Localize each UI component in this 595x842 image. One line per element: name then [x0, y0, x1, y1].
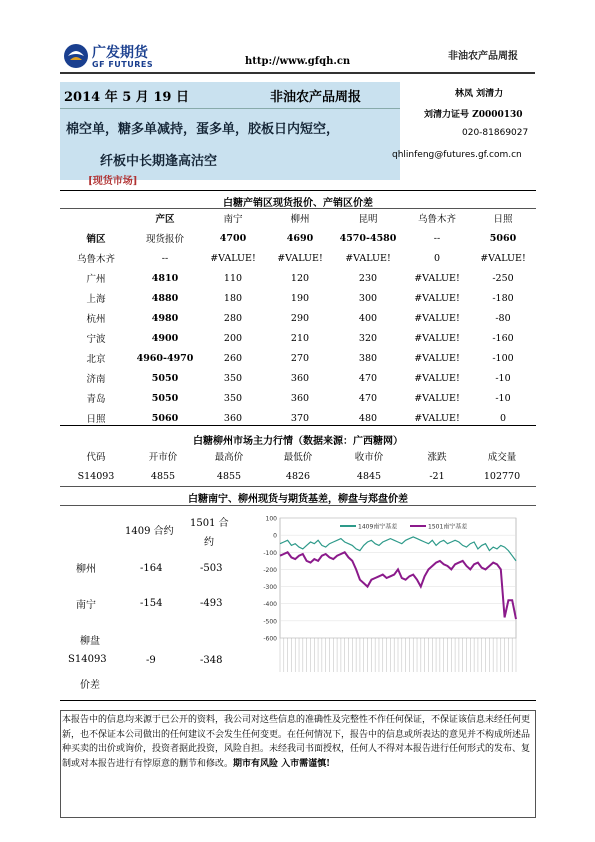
table-cell: 青岛 [86, 394, 106, 405]
table-cell: 4810 [151, 272, 179, 284]
table-row [62, 348, 534, 368]
section-tag-spot: [现货市场] [88, 176, 138, 187]
table-cell: 最低价 [283, 452, 313, 463]
table-cell: #VALUE! [414, 332, 460, 344]
table-cell: 400 [358, 312, 378, 324]
table-cell: 4880 [151, 292, 179, 304]
table-cell [62, 208, 130, 228]
table-cell: #VALUE! [414, 312, 460, 324]
y-tick-label: -300 [263, 584, 277, 592]
table-cell: #VALUE! [210, 252, 256, 264]
table-cell: 102770 [483, 470, 521, 482]
table-cell: -160 [492, 332, 514, 344]
table-cell: #VALUE! [277, 252, 323, 264]
spread-label-b: S14093 [68, 654, 107, 665]
basis-value: -154 [140, 598, 163, 609]
table-cell: 上海 [86, 294, 106, 305]
table-cell: -- [433, 232, 441, 244]
table-cell: 350 [223, 372, 243, 384]
table-row [62, 288, 534, 308]
table-cell: 宁波 [86, 334, 106, 345]
table-header-row [62, 208, 534, 228]
headline-line-2: 纤板中长期逢高沽空 [100, 154, 218, 169]
risk-warning: 期市有风险 入市需谨慎! [233, 758, 331, 769]
basis-row-label: 柳州 [76, 564, 96, 575]
table-cell: 最高价 [214, 452, 244, 463]
table-cell: 4690 [286, 232, 314, 244]
y-tick-label: 0 [273, 532, 277, 540]
table-cell: #VALUE! [414, 412, 460, 424]
basis-col2-header-b: 约 [204, 537, 214, 548]
basis-value: -164 [140, 563, 163, 574]
contact-email[interactable]: qhlinfeng@futures.gf.com.cn [392, 150, 522, 160]
table-row [62, 388, 534, 408]
table-cell: 300 [358, 292, 378, 304]
y-tick-label: 100 [265, 515, 277, 523]
report-name: 非油农产品周报 [270, 90, 362, 105]
table-cell: 产区 [155, 214, 175, 225]
table-cell: 销区 [86, 234, 106, 245]
table-row [62, 268, 534, 288]
basis-value: -493 [200, 598, 223, 609]
table-cell: 4845 [356, 470, 382, 482]
table-cell: 成交量 [487, 452, 517, 463]
legend-label: 1501南宁基差 [428, 523, 468, 531]
header-report-type: 非油农产品周报 [448, 51, 518, 62]
authors: 林凤 刘清力 [455, 89, 504, 99]
table-cell: 370 [290, 412, 310, 424]
table-cell: 470 [358, 392, 378, 404]
table-cell: 代码 [86, 452, 106, 463]
table-cell: 350 [223, 392, 243, 404]
table-cell: #VALUE! [414, 272, 460, 284]
table-cell: 0 [499, 412, 507, 424]
headline-line-1: 棉空单，糖多单减持，蛋多单，胶板日内短空， [66, 122, 340, 137]
table-cell: 杭州 [86, 314, 106, 325]
table-cell: -250 [492, 272, 514, 284]
table-row [62, 368, 534, 388]
table-cell: -10 [495, 392, 511, 404]
table-cell: #VALUE! [414, 392, 460, 404]
table-cell: 日照 [493, 214, 513, 225]
table-cell: 5060 [151, 412, 179, 424]
spread-value: -348 [200, 655, 223, 666]
disclaimer-text [62, 713, 534, 771]
table-row [62, 248, 534, 268]
basis-row-label: 南宁 [76, 600, 96, 611]
table-cell: 470 [358, 372, 378, 384]
table-row [62, 328, 534, 348]
analyst-certificate: 刘清力证号 Z0000130 [424, 110, 523, 120]
table-cell: 开市价 [148, 452, 178, 463]
table-cell: 180 [223, 292, 243, 304]
table-cell: 4960-4970 [136, 352, 194, 364]
table-row [62, 228, 534, 248]
website-link[interactable]: http://www.gfqh.cn [245, 56, 351, 67]
logo-icon [62, 42, 90, 70]
table-cell: 290 [290, 312, 310, 324]
table-cell: 270 [290, 352, 310, 364]
table-cell: 0 [433, 252, 441, 264]
table-cell: 柳州 [290, 214, 310, 225]
table-cell: 乌鲁木齐 [76, 254, 115, 265]
table-cell: 4855 [150, 470, 176, 482]
y-tick-label: -100 [263, 549, 277, 557]
table-cell: 收市价 [354, 452, 384, 463]
table-cell: 260 [223, 352, 243, 364]
table-cell: 200 [223, 332, 243, 344]
contact-phone: 020-81869027 [462, 128, 529, 138]
table-cell: 5050 [151, 372, 179, 384]
table-row [62, 466, 534, 486]
title-divider [60, 108, 400, 109]
y-tick-label: -400 [263, 601, 277, 609]
table-cell: -100 [492, 352, 514, 364]
table-cell: 5050 [151, 392, 179, 404]
logo-text-en: GF FUTURES [92, 60, 154, 69]
table-cell: #VALUE! [414, 292, 460, 304]
y-tick-label: -600 [263, 635, 277, 643]
table-cell: 4826 [285, 470, 311, 482]
company-logo [62, 38, 162, 72]
table-cell: 480 [358, 412, 378, 424]
table2-title: 白糖柳州市场主力行情（数据来源：广西糖网） [193, 436, 403, 447]
basis-col1-header: 1409 合约 [125, 526, 174, 537]
table-cell: -- [161, 252, 169, 264]
table-cell: 230 [358, 272, 378, 284]
table-cell: 乌鲁木齐 [417, 214, 456, 225]
table-cell: 120 [290, 272, 310, 284]
table-cell: 昆明 [358, 214, 378, 225]
table-cell: -80 [495, 312, 511, 324]
y-tick-label: -200 [263, 566, 277, 574]
table-cell: 日照 [86, 414, 106, 425]
table1-title: 白糖产销区现货报价、产销区价差 [223, 198, 373, 209]
table-cell: 北京 [86, 354, 106, 365]
table-cell: S14093 [77, 470, 115, 482]
table-header-row [62, 446, 534, 466]
table-cell: #VALUE! [414, 372, 460, 384]
table-cell: -21 [429, 470, 445, 482]
header-divider [60, 72, 535, 74]
table-cell: 280 [223, 312, 243, 324]
table-cell: -10 [495, 372, 511, 384]
table-cell: 210 [290, 332, 310, 344]
table-cell: 190 [290, 292, 310, 304]
basis-line-chart [256, 512, 522, 698]
logo-text-cn: 广发期货 [92, 45, 148, 61]
table-row [62, 308, 534, 328]
table-cell: 现货报价 [145, 234, 184, 245]
spread-value: -9 [146, 655, 156, 666]
disclaimer-body: 本报告中的信息均来源于已公开的资料，我公司对这些信息的准确性及完整性不作任何保证，不保证该信息未经任何更新，也不保证本公司做出的任何建议不会发生任何变更。在任何情况下，报告中的信息或所表达的意见并不构成所述品种买卖的出价或询价，投资者据此投资，风险自担。未经我司书面授权，任何人不得对本报告进行任何形式的发布、复制或对本报告进行有悖原意的删节和修改。 [62, 715, 531, 769]
table-cell: 4900 [151, 332, 179, 344]
table-cell: 4700 [219, 232, 247, 244]
spread-label-c: 价差 [80, 680, 100, 691]
y-tick-label: -500 [263, 618, 277, 626]
table-cell: 380 [358, 352, 378, 364]
sugar-spot-table [62, 208, 534, 428]
report-date: 2014 年 5 月 19 日 [64, 90, 189, 105]
legend-label: 1409南宁基差 [358, 523, 398, 531]
basis-value: -503 [200, 563, 223, 574]
table-cell: #VALUE! [414, 352, 460, 364]
spread-label-a: 柳盘 [80, 636, 100, 647]
table-cell: 4980 [151, 312, 179, 324]
liuzhou-market-table [62, 446, 534, 486]
table-cell: 济南 [86, 374, 106, 385]
table-cell: 360 [290, 372, 310, 384]
table-cell: 广州 [86, 274, 106, 285]
table-cell: -180 [492, 292, 514, 304]
basis-col2-header-a: 1501 合 [190, 518, 229, 529]
plot-area [280, 518, 516, 638]
table-cell: 4855 [216, 470, 242, 482]
table-cell: 320 [358, 332, 378, 344]
table-cell: 360 [223, 412, 243, 424]
table-cell: 南宁 [223, 214, 243, 225]
table3-title: 白糖南宁、柳州现货与期货基差，柳盘与郑盘价差 [188, 494, 408, 505]
table-cell: #VALUE! [345, 252, 391, 264]
table-cell: 5060 [489, 232, 517, 244]
table-cell: 4570-4580 [339, 232, 397, 244]
table-cell: 涨跌 [427, 452, 447, 463]
table-cell: 110 [223, 272, 243, 284]
table-cell: #VALUE! [480, 252, 526, 264]
table-cell: 360 [290, 392, 310, 404]
